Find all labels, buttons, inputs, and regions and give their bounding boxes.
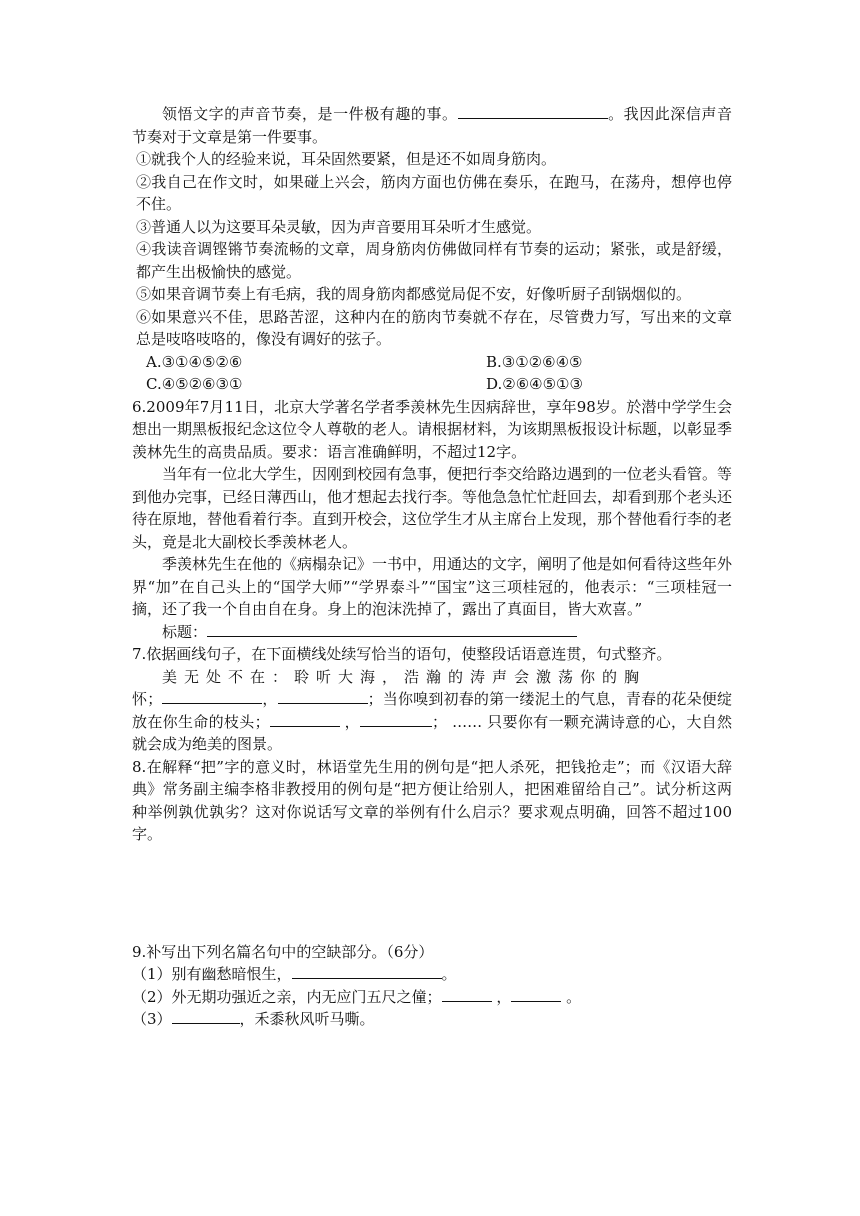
q6-title-line [132,621,732,644]
q9-l2-end: 。 [561,987,582,1006]
q7-blank-3[interactable] [270,711,340,727]
q5-item-5: ⑤如果音调节奏上有毛病，我的周身筋肉都感觉局促不安，好像听厨子刮锅烟似的。 [136,285,692,303]
q9-line-3 [132,1008,732,1031]
q5-intro [132,103,732,148]
choice-d[interactable]: D.②⑥④⑤①③ [486,375,583,393]
q9-l1-text: （1）别有幽愁暗恨生， [132,965,292,983]
q9-blank-4[interactable] [172,1008,240,1024]
q5-item-6: ⑥如果意兴不佳，思路苦涩，这种内在的筋肉节奏就不存在，尽管费力写，写出来的文章总是吱咯吱咯的，像没有调好的弦子。 [136,307,732,348]
q7-text-3: ， [262,690,278,708]
q7-text-4: ；当你嗅到初春的第一缕泥土的气息，青春的花朵便绽放在你生命的枝头； [132,690,732,731]
q7-body [132,688,732,756]
q9-prompt: 9.补写出下列名篇名句中的空缺部分。（6分） [132,942,434,961]
q9-l3-end: ，禾黍秋风听马嘶。 [239,1010,375,1028]
q9-blank-1[interactable] [292,963,442,979]
q7-text-5: ， [339,712,360,731]
q9-blank-3[interactable] [511,986,561,1002]
q9-l3-text: （3） [132,1010,172,1028]
choice-a[interactable]: A.③①④⑤②⑥ [146,352,243,371]
q5-intro-text: 领悟文字的声音节奏，是一件极有趣的事。 [162,105,458,123]
q8-answer-space[interactable] [132,846,732,941]
q6-material-2: 季羡林先生在他的《病榻杂记》一书中，用通达的文字，阐明了他是如何看待这些年外界“加”在自己头上的“国学大师”“学界泰斗”“国宝”这三项桂冠的，他表示：“三项桂冠一摘，还了我一个自由自在身。身上的泡沫洗掉了，露出了真面目，皆大欢喜。” [132,555,733,618]
q7-text-2: 怀； [132,690,163,708]
q5-item-2: ②我自己在作文时，如果碰上兴会，筋肉方面也仿佛在奏乐，在跑马，在荡舟，想停也停不住。 [136,172,732,213]
q5-choices [132,351,732,396]
q5-intro-text-2: 。我因此深信声音节奏对于文章是第一件要事。 [132,105,732,146]
q7-line-1: 美无处不在：聆听大海，浩瀚的涛声会激荡你的胸 [162,667,647,686]
q8-prompt: 8.在解释“把”字的意义时，林语堂先生用的例句是“把人杀死，把钱抢走”；而《汉语大辞典》常务副主编李格非教授用的例句是“把方便让给别人，把困难留给自己”。试分析这两种举例孰优孰劣？这对你说话写文章的举例有什么启示？要求观点明确，回答不超过100字。 [132,757,732,843]
q9-l1-end: 。 [441,965,457,983]
q6-title-label: 标题： [162,622,208,641]
q5-item-4: ④我读音调铿锵节奏流畅的文章，周身筋肉仿佛做同样有节奏的运动；紧张，或是舒缓，都产生出极愉快的感觉。 [136,240,732,281]
q7-blank-4[interactable] [360,711,432,727]
q9-blank-2[interactable] [442,986,492,1002]
q7-blank-2[interactable] [278,688,368,704]
q6-title-blank[interactable] [207,621,577,637]
q5-answer-blank[interactable] [458,103,608,119]
exam-page [132,103,732,1031]
choice-b[interactable]: B.③①②⑥④⑤ [486,352,583,371]
q9-line-1 [132,963,732,986]
q6-material-1: 当年有一位北大学生，因刚到校园有急事，便把行李交给路边遇到的一位老头看管。等到他办完事，已经日薄西山，他才想起去找行李。等他急急忙忙赶回去，却看到那个老头还待在原地，替他看着行李。直到开校会，这位学生才从主席台上发现，那个替他看行李的老头，竟是北大副校长季羡林老人。 [132,465,733,551]
q9-l2-text: （2）外无期功强近之亲，内无应门五尺之僮； [132,987,442,1006]
q7-blank-1[interactable] [162,688,262,704]
q5-item-3: ③普通人以为这要耳朵灵敏，因为声音要用耳朵听才生感觉。 [136,217,542,236]
q9-line-2 [132,986,732,1009]
q5-item-1: ①就我个人的经验来说，耳朵固然要紧，但是还不如周身筋肉。 [136,150,557,168]
choice-c[interactable]: C.④⑤②⑥③① [146,375,243,393]
q7-prompt: 7.依据画线句子，在下面横线处续写恰当的语句，使整段话语意连贯，句式整齐。 [132,645,672,663]
q6-prompt: 6.2009年7月11日，北京大学著名学者季羡林先生因病辞世，享年98岁。於潜中学学生会想出一期黑板报纪念这位令人尊敬的老人。请根据材料，为该期黑板报设计标题，以彰显季羡林先生的高贵品质。要求：语言准确鲜明，不超过12字。 [132,397,733,461]
q7-text-6: ； …… 只要你有一颗充满诗意的心，大自然就会成为绝美的图景。 [132,712,732,753]
q9-l2-sep: ， [491,987,512,1006]
